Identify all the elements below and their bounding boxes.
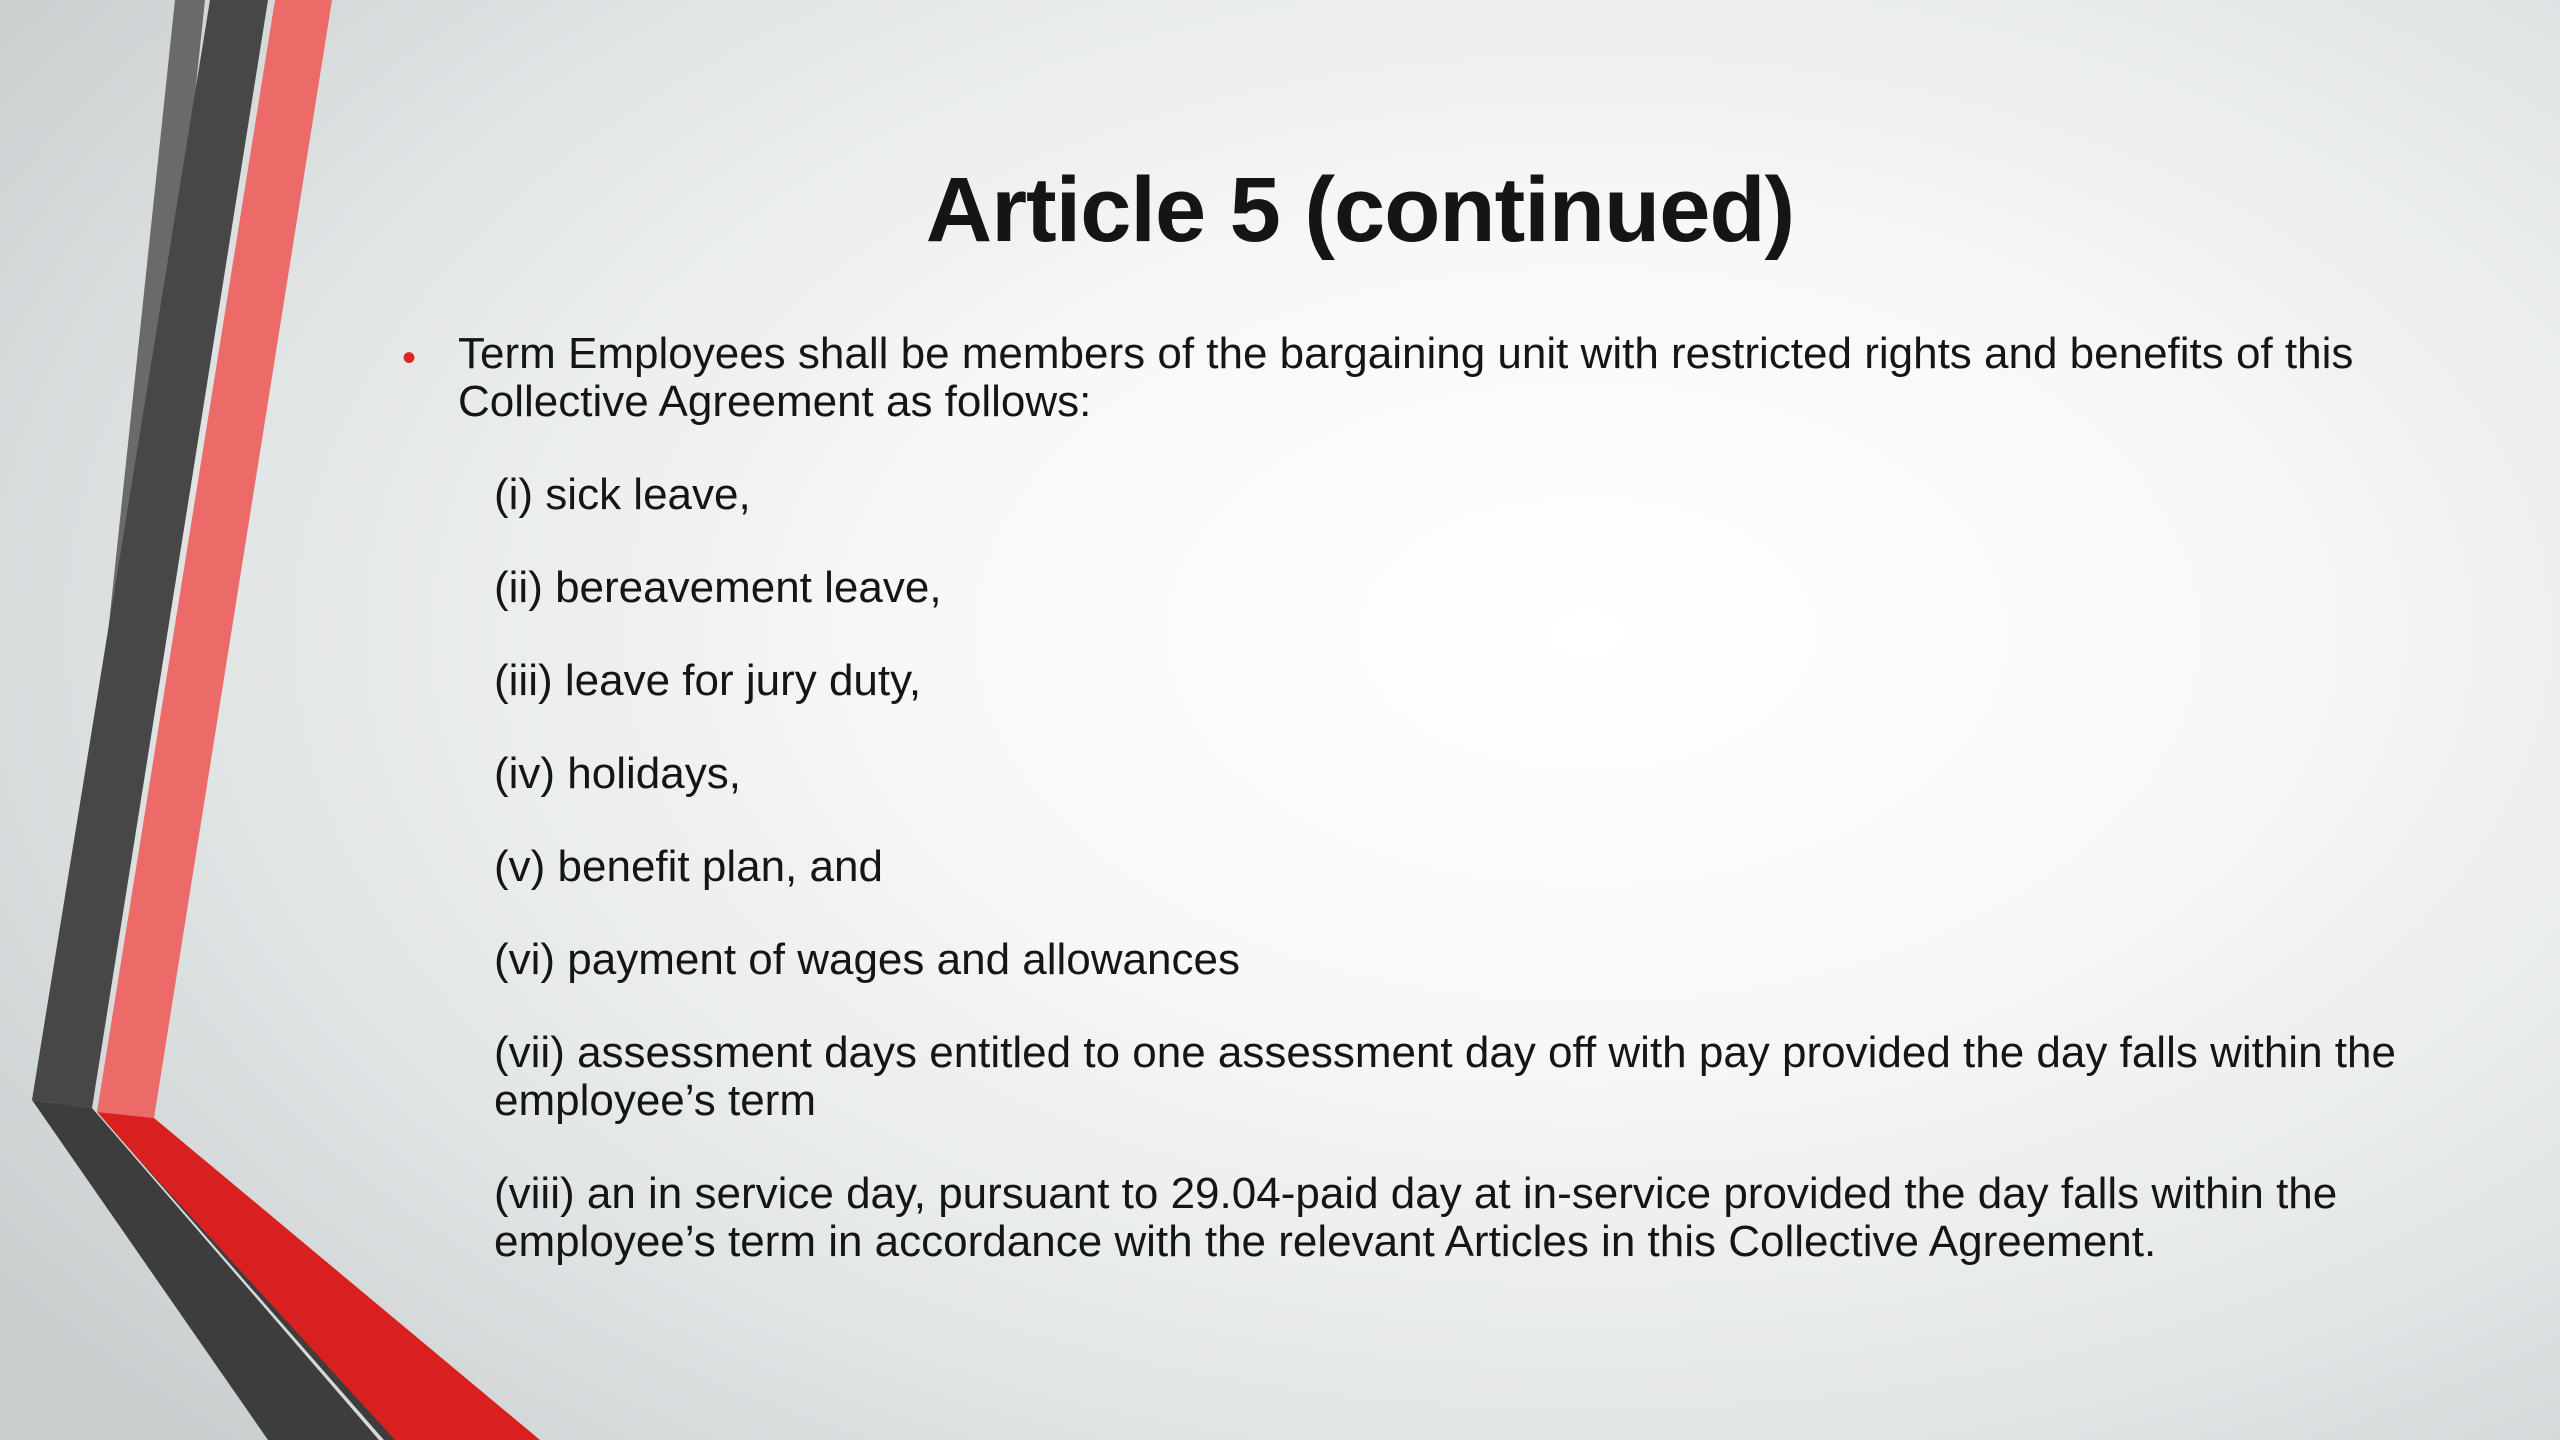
- list-item: (iv) holidays,: [494, 749, 741, 798]
- list-item: (i) sick leave,: [494, 470, 751, 519]
- slide-content: [400, 330, 2400, 1266]
- main-bullet: [400, 330, 2400, 426]
- decor-dark-lower-stripe: [32, 1100, 395, 1440]
- entitlement-list: [400, 471, 2400, 1266]
- bullet-marker: •: [402, 336, 417, 380]
- list-item: (v) benefit plan, and: [494, 842, 883, 891]
- list-item: (vii) assessment days entitled to one assessment day off with pay provided the day falls within the employee’s term: [494, 1028, 2396, 1125]
- list-item: (ii) bereavement leave,: [494, 563, 942, 612]
- main-bullet-text: Term Employees shall be members of the bargaining unit with restricted rights and benefits of this Collective Agreement as follows:: [458, 329, 2354, 426]
- slide-title: Article 5 (continued): [925, 159, 1795, 261]
- list-item: (iii) leave for jury duty,: [494, 656, 922, 705]
- list-item: (viii) an in service day, pursuant to 29.04-paid day at in-service provided the day falls within the employee’s term in accordance with the relevant Articles in this Collective Agreement.: [494, 1169, 2338, 1266]
- list-item: (vi) payment of wages and allowances: [494, 935, 1240, 984]
